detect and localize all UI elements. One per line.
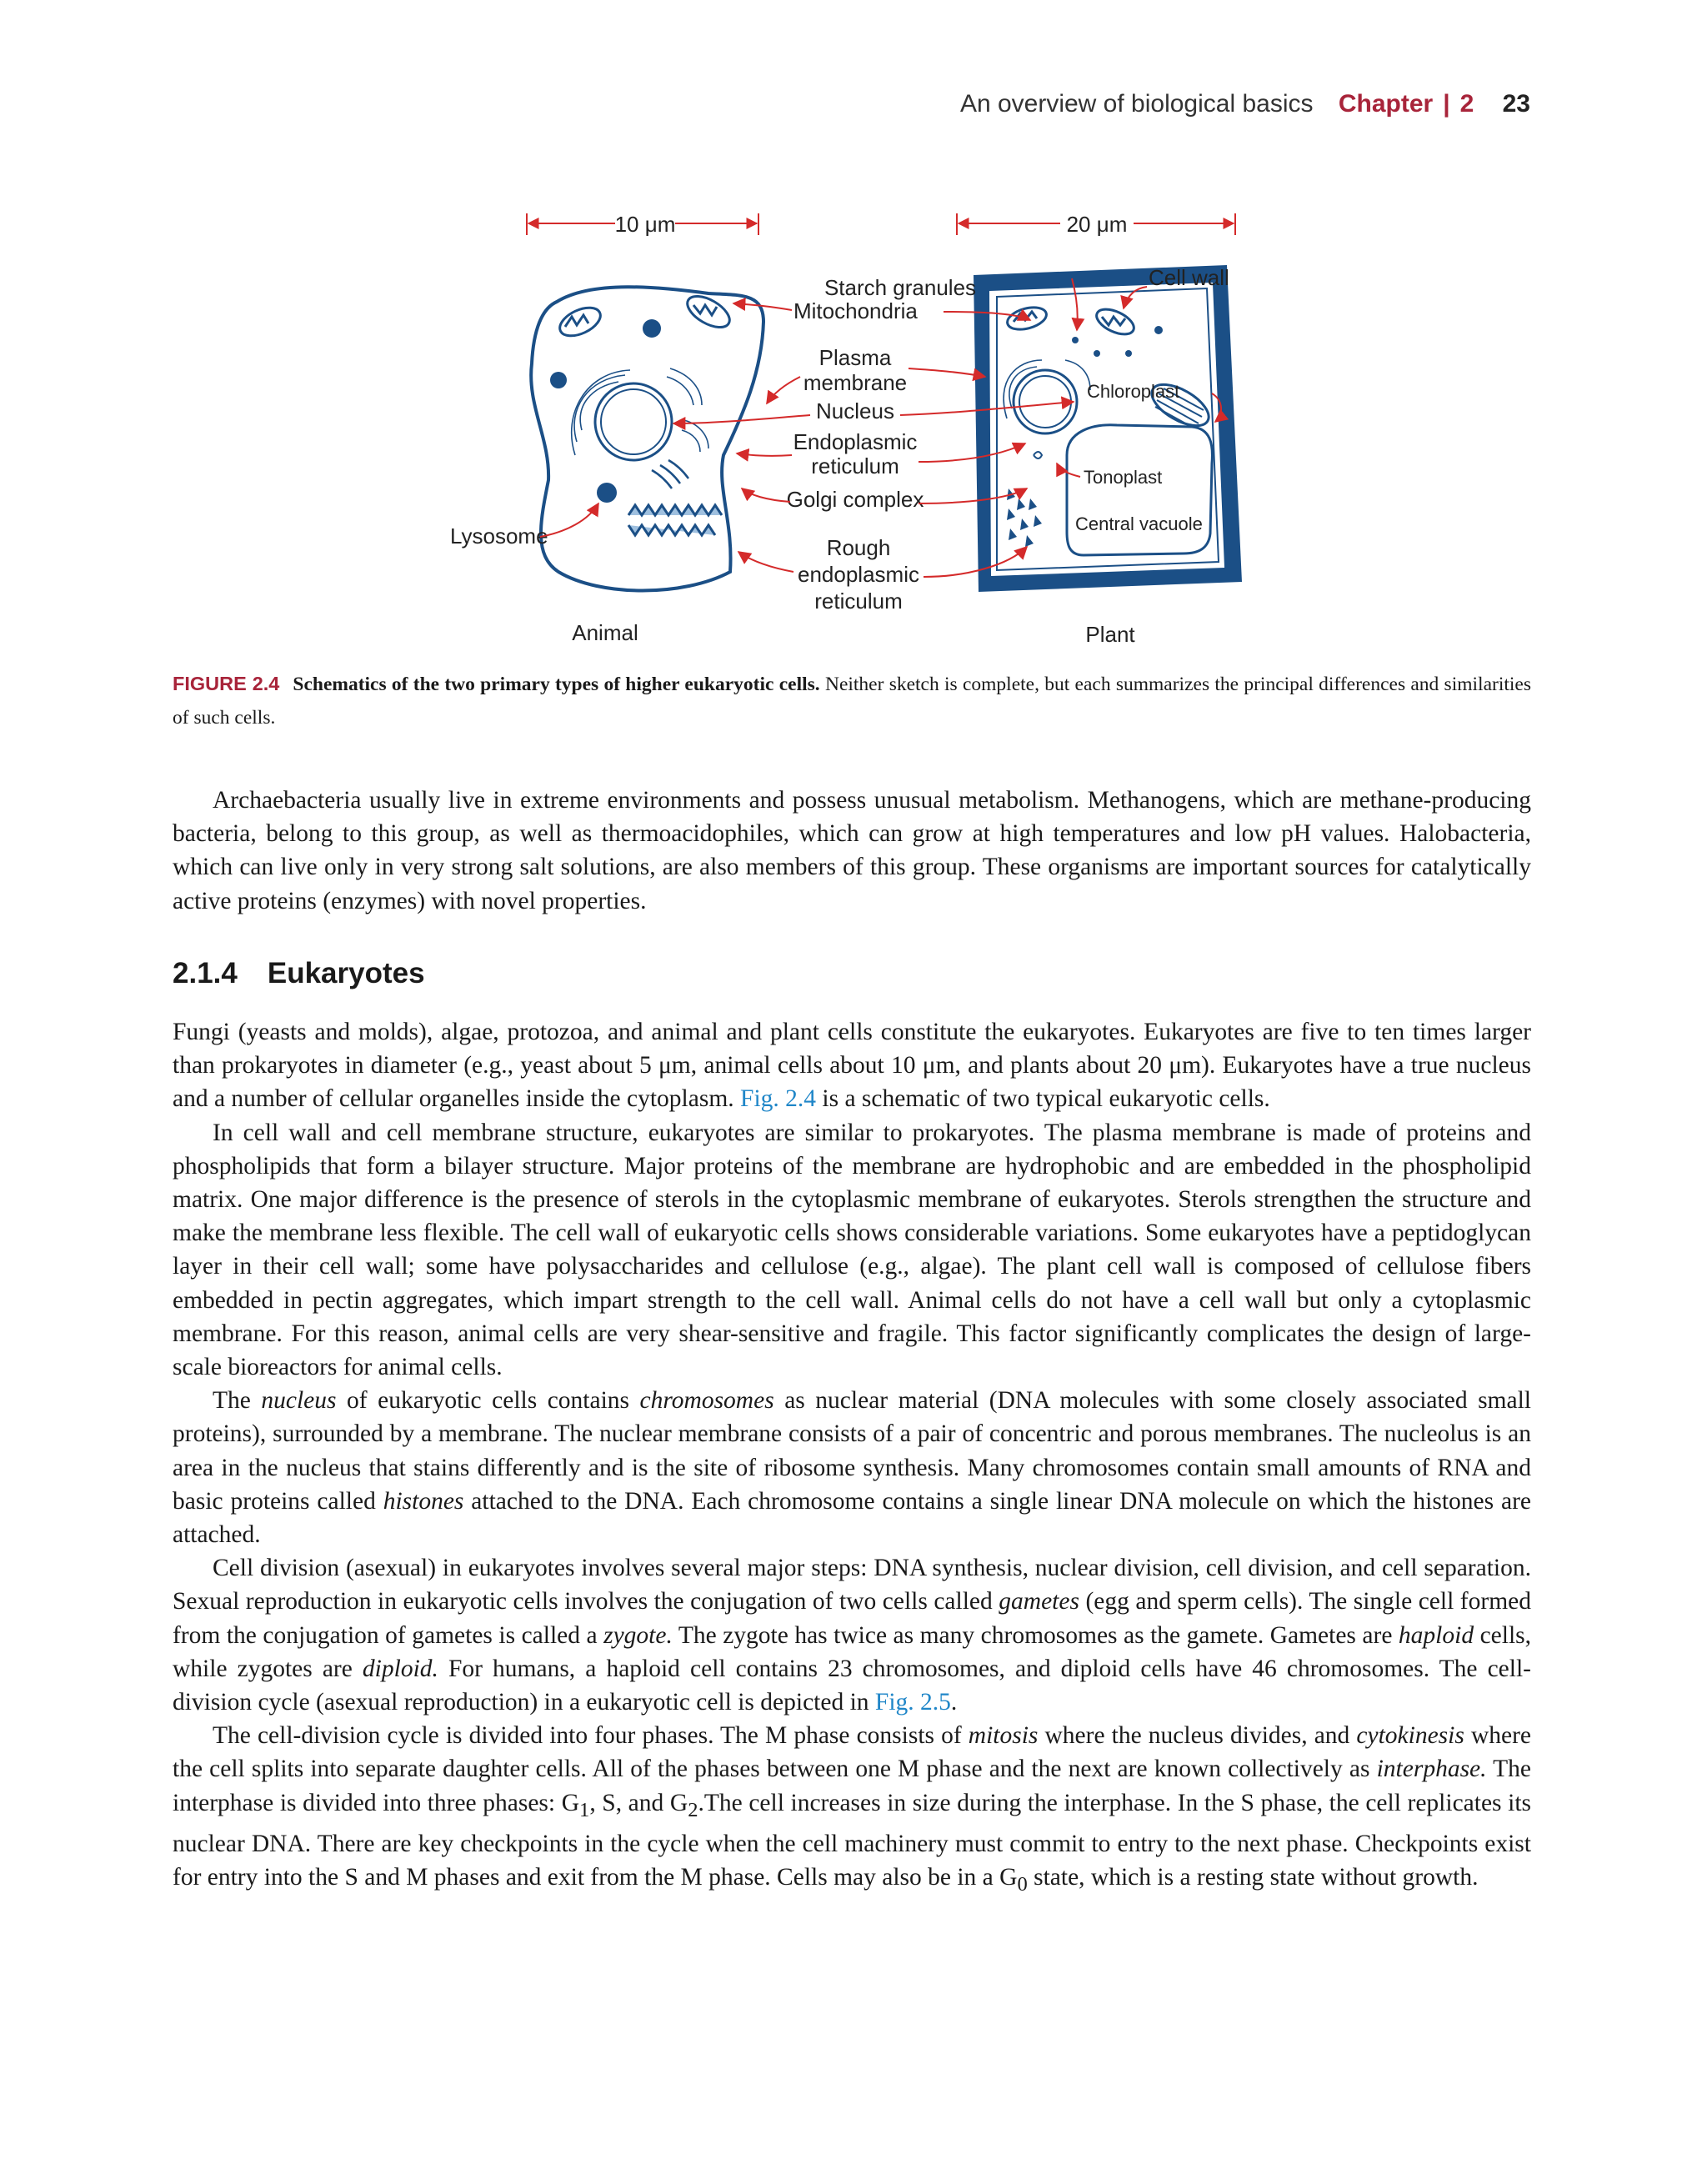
- p1-text-a: Fungi (yeasts and molds), algae, protozoa, and animal and plant cells constitute the eukaryotes. Eukaryotes are five to ten times larger than prokaryotes in diameter (e.g., yeast about 5 μm, animal cells about 10 μm, and plants about 20 μm). Eukaryotes have a true nucleus and a number of cellular organelles inside the cytoplasm.: [173, 1019, 1531, 1113]
- label-lysosome: Lysosome: [450, 523, 548, 549]
- label-rer-2: endoplasmic: [798, 562, 919, 587]
- term-chromosomes: chromosomes: [639, 1387, 774, 1415]
- label-er-1: Endoplasmic: [793, 429, 918, 454]
- animal-scale-label: 10 μm: [614, 212, 676, 237]
- p1-text-b: is a schematic of two typical eukaryotic cells.: [816, 1085, 1270, 1113]
- animal-golgi: [652, 460, 688, 488]
- label-animal: Animal: [572, 620, 638, 645]
- cell-schematic-figure: [433, 205, 1267, 655]
- paragraph-eukaryotes-intro: [173, 1015, 1531, 1116]
- term-diploid: diploid.: [362, 1655, 438, 1682]
- p4-text-c: The zygote has twice as many chromosomes as the gamete. Gametes are: [672, 1621, 1399, 1649]
- p5-text-f: .The cell increases in size during the interphase. In the S phase, the cell replicates its nuclear DNA. There are key checkpoints in the cycle when the cell machinery must commit to entry to the next phase. Checkpoints exist for entry into the S and M phases and exit from the M phase. Cells may also be in a G: [173, 1789, 1531, 1891]
- g1-subscript: 1: [579, 1798, 590, 1821]
- eukaryotes-body: [173, 1015, 1531, 1901]
- paragraph-archaebacteria: Archaebacteria usually live in extreme environments and possess unusual metabolism. Methanogens, which are methane-producing bacteria, belong to this group, as well as thermoacidophiles, which can grow at high temperatures and low pH values. Halobacteria, which can live only in very strong salt solutions, are also members of this group. These organisms are important sources for catalytically active proteins (enzymes) with novel properties.: [173, 787, 1531, 914]
- chapter-number: 2: [1459, 90, 1474, 118]
- running-header: [960, 90, 1530, 118]
- p4-text-e: For humans, a haploid cell contains 23 chromosomes, and diploid cells have 46 chromosomes. The cell-division cycle (asexual reproduction) in a eukaryotic cell is depicted in: [173, 1655, 1531, 1716]
- p3-text-d: attached to the DNA. Each chromosome contains a single linear DNA molecule on which the histones are attached.: [173, 1487, 1531, 1549]
- label-membrane: membrane: [803, 370, 908, 395]
- archaebacteria-paragraph: [173, 784, 1531, 918]
- section-title: Eukaryotes: [267, 957, 425, 989]
- p5-text-g: state, which is a resting state without growth.: [1027, 1863, 1479, 1891]
- fig-2-5-link[interactable]: Fig. 2.5: [874, 1689, 951, 1716]
- section-number: 2.1.4: [173, 957, 238, 989]
- term-histones: histones: [383, 1487, 464, 1515]
- figure-caption: [173, 667, 1531, 734]
- label-nucleus: Nucleus: [816, 398, 894, 423]
- label-mitochondria: Mitochondria: [793, 298, 918, 323]
- p5-text-c: where the cell splits into separate daughter cells. All of the phases between one M phase and the next are known collectively as: [173, 1722, 1532, 1783]
- label-golgi: Golgi complex: [786, 487, 924, 512]
- p4-text-d: cells, while zygotes are: [173, 1621, 1532, 1682]
- label-plant: Plant: [1085, 622, 1135, 647]
- g0-subscript: 0: [1017, 1872, 1028, 1896]
- label-plasma: Plasma: [818, 345, 892, 370]
- caption-text: Neither sketch is complete, but each summarizes the principal differences and similarities of such cells.: [173, 674, 1531, 729]
- term-gametes: gametes: [999, 1588, 1079, 1615]
- page-number: 23: [1502, 90, 1530, 118]
- label-starch-granules: Starch granules: [823, 275, 977, 300]
- term-mitosis: mitosis: [968, 1722, 1039, 1750]
- label-er-2: reticulum: [811, 453, 899, 478]
- figure-label: FIGURE 2.4: [173, 673, 280, 694]
- term-haploid: haploid: [1398, 1621, 1474, 1649]
- caption-title: Schematics of the two primary types of higher eukaryotic cells.: [293, 674, 820, 695]
- chapter-label: Chapter: [1338, 90, 1434, 118]
- term-zygote: zygote.: [603, 1621, 673, 1649]
- paragraph-nucleus: [173, 1384, 1531, 1551]
- p5-text-d: The interphase is divided into three phases: G: [173, 1756, 1531, 1816]
- label-central-vacuole: Central vacuole: [1075, 513, 1203, 534]
- term-interphase: interphase.: [1376, 1756, 1487, 1783]
- animal-nucleus: [595, 383, 672, 460]
- fig-2-4-link[interactable]: Fig. 2.4: [740, 1085, 817, 1113]
- label-chloroplast: Chloroplast: [1087, 381, 1180, 402]
- p4-text-a: Cell division (asexual) in eukaryotes involves several major steps: DNA synthesis, nuclear division, cell division, and cell separation. Sexual reproduction in eukaryotic cells involves the conjugation of two cells called: [173, 1555, 1531, 1615]
- g2-subscript: 2: [688, 1798, 698, 1821]
- plant-scale-label: 20 μm: [1066, 212, 1128, 237]
- p5-text-a: The cell-division cycle is divided into four phases. The M phase consists of: [213, 1722, 969, 1750]
- chapter-separator: |: [1443, 90, 1450, 118]
- paragraph-cell-cycle: [173, 1719, 1531, 1901]
- p3-text-c: as nuclear material (DNA molecules with some closely associated small proteins), surrounded by a membrane. The nuclear membrane consists of a pair of concentric and porous membranes. The nucleolus is an area in the nucleus that stains differently and is the site of ribosome synthesis. Many chromosomes contain small amounts of RNA and basic proteins called: [173, 1387, 1531, 1515]
- paragraph-cell-division: [173, 1551, 1531, 1719]
- label-cell-wall: Cell wall: [1149, 265, 1229, 290]
- p4-text-f: .: [950, 1689, 958, 1716]
- paragraph-membrane: In cell wall and cell membrane structure, eukaryotes are similar to prokaryotes. The plasma membrane is made of proteins and phospholipids that form a bilayer structure. Major proteins of the membrane are hydrophobic and are embedded in the phospholipid matrix. One major difference is the presence of sterols in the cytoplasmic membrane of eukaryotes. Sterols strengthen the structure and make the membrane less flexible. The cell wall of eukaryotic cells shows considerable variations. Some eukaryotes have a peptidoglycan layer in their cell wall; some have polysaccharides and cellulose (e.g., algae). The plant cell wall is composed of cellulose fibers embedded in pectin aggregates, which impart strength to the cell wall. Animal cells do not have a cell wall but only a cytoplasmic membrane. For this reason, animal cells are very shear-sensitive and fragile. This factor significantly complicates the design of large-scale bioreactors for animal cells.: [173, 1119, 1531, 1381]
- animal-rough-er: [628, 505, 722, 535]
- p3-text-a: The: [213, 1387, 262, 1415]
- label-rer-3: reticulum: [814, 589, 903, 614]
- running-title: An overview of biological basics: [959, 90, 1314, 118]
- term-nucleus: nucleus: [261, 1387, 337, 1415]
- p5-text-b: where the nucleus divides, and: [1038, 1722, 1357, 1750]
- label-rer-1: Rough: [826, 535, 891, 560]
- label-tonoplast: Tonoplast: [1084, 467, 1163, 488]
- term-cytokinesis: cytokinesis: [1356, 1722, 1464, 1750]
- section-heading: [173, 957, 425, 990]
- p5-text-e: , S, and G: [589, 1789, 688, 1816]
- p4-text-b: (egg and sperm cells). The single cell formed from the conjugation of gametes is called a: [173, 1588, 1531, 1649]
- p3-text-b: of eukaryotic cells contains: [336, 1387, 640, 1415]
